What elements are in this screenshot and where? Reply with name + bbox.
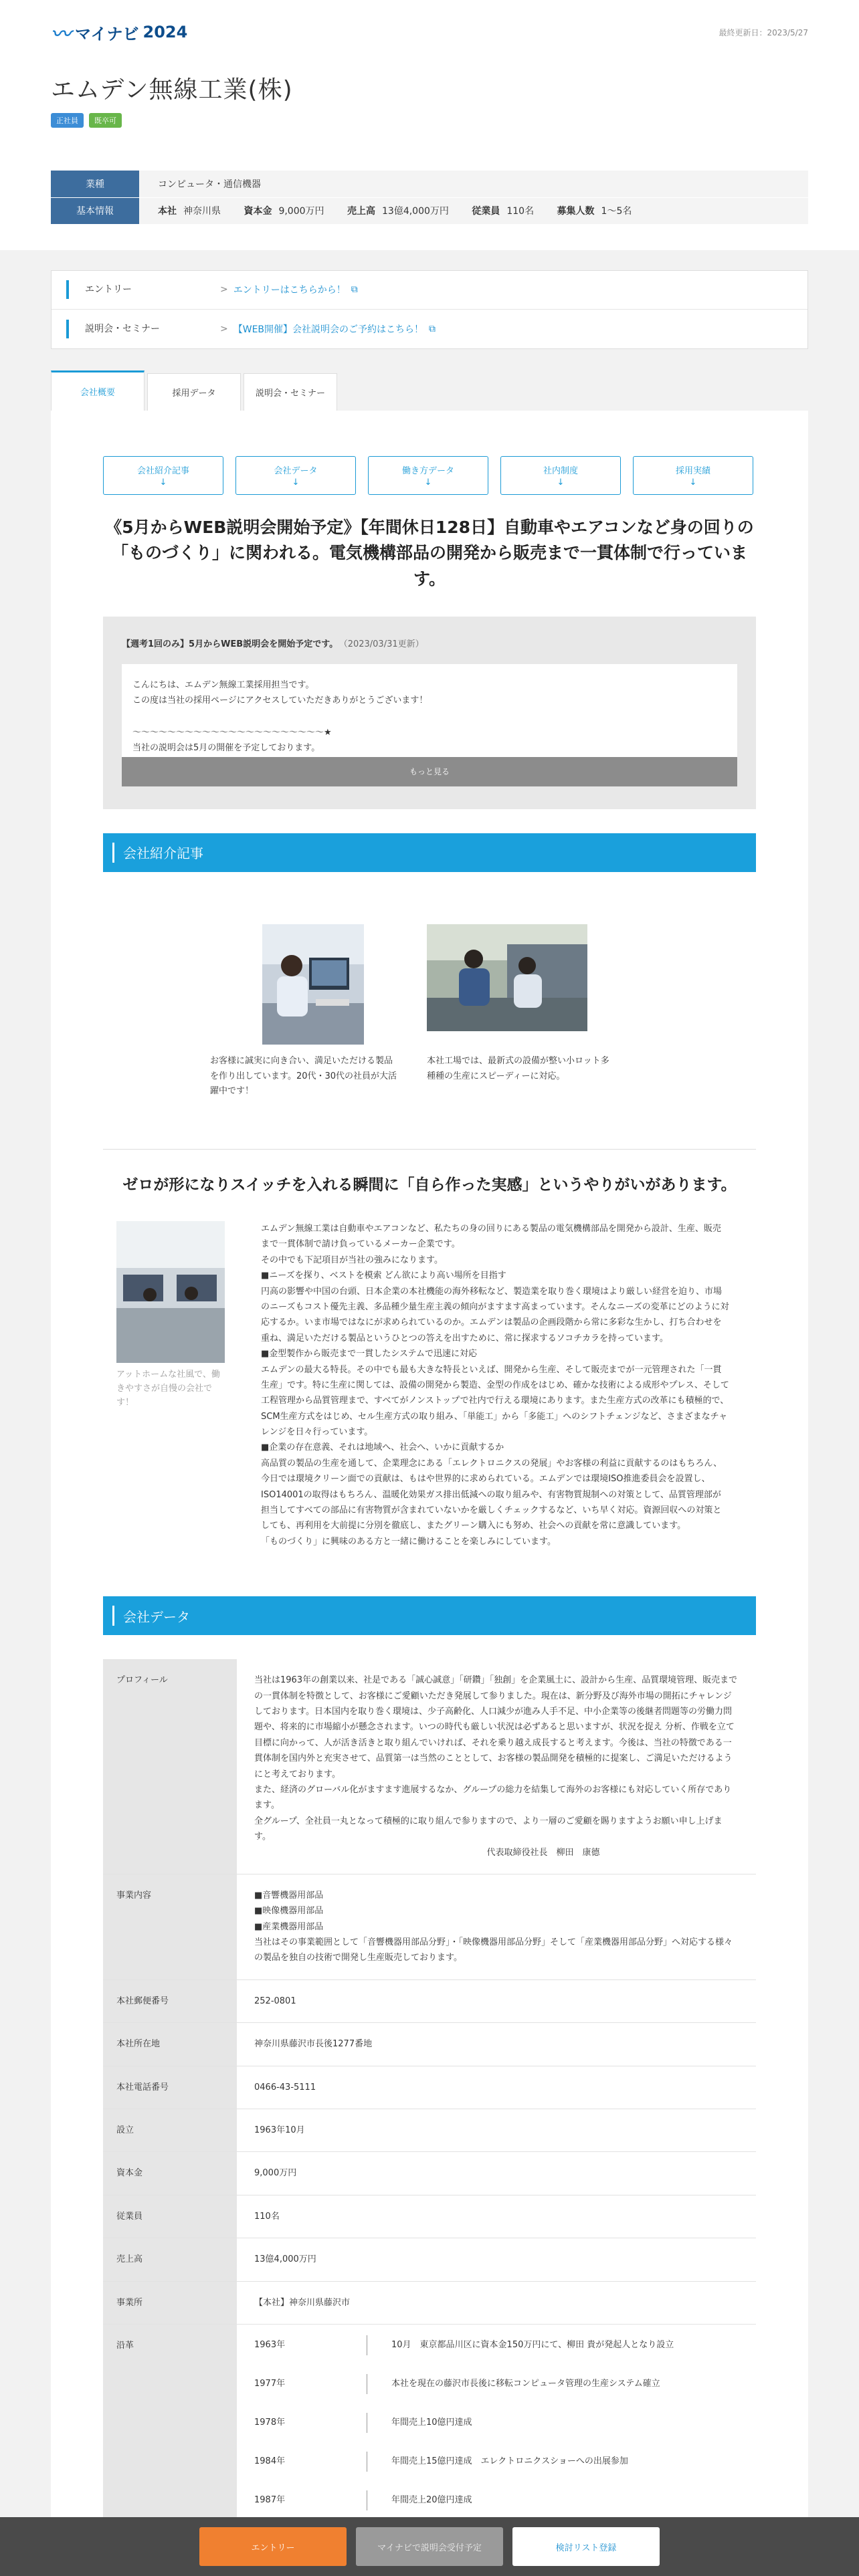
- capital-label: 資本金: [103, 2152, 237, 2195]
- chevron-right-icon: >: [220, 323, 228, 334]
- arrow-down-icon: ↓: [159, 477, 167, 488]
- table-row: [103, 1659, 756, 1874]
- zip-value: 252-0801: [237, 1979, 756, 2022]
- story-body: エムデン無線工業は自動車やエアコンなど、私たちの身の回りにある製品の電気機構部品を開発から設計、生産、販売まで一貫体制で請け負っているメーカー企業です。 その中でも下記項目が当社の強みになります。 ■ニーズを探り、ベストを模索 どん欲により高い場所を目指す 円高の影響や中国の台頭、日本企業の本社機能の海外移転など、製造業を取り巻く環境はより厳しい経営を迫り、市場のニーズもコスト優先主義、多品種少量生産主義の傾向がますます高まっています。そんなニーズの変革にどのように対応するか。いま市場ではなにが求められているのか。エムデンは製品の企画段階から常に多彩な生かし、打ち合わせを重ね、満足いただける製品というひとつの答えを出すために、常に探求するソコチカラを持っています。 ■金型製作から販売まで一貫したシステムで迅速に対応 エムデンの最大る特長。その中でも最も大きな特長といえば、開発から生産、そして販売までが一元管理された「一貫生産」です。特に生産に関しては、設備の開発から製造、金型の作成をはじめ、確かな技術による成形やプレス、そして工程管理から品質管理まで、すべてがノンストップで社内で行える環境にあります。また生産方式の改革にも積極的で、SCM生産方式をはじめ、セル生産方式の取り組み、「単能工」から「多能工」へのシフトチェンジなど、さまざまなチャレンジを日々行っています。 ■企業の存在意義、それは地域へ、社会へ、いかに貢献するか 高品質の製品の生産を通して、企業理念にある「エレクトロニクスの発展」やお客様の利益に貢献するのはもちろん、今日では環境クリーン面での貢献は、もはや世界的に求められている。エムデンでは環境ISO推進委員会を設置し、ISO14001の取得はもちろん、温暖化効果ガス排出低減への取り組みや、有害物質規制への対策として、品質管理部が担当してすべての部品に有害物質が含まれていないかを厳しくチェックするなど、いち早く対応。資源回収への対策としても、再利用を大前提に分別を徹底し、またグリーン購入にも努め、社会への貢献を常に意識しています。 「ものづくり」に興味のある方と一緒に働けることを楽しみにしています。: [261, 1224, 729, 1547]
- table-row: [103, 2195, 756, 2238]
- history-event: 本社を現在の藤沢市長後に移転コンピュータ管理の生産システム確立: [391, 2379, 660, 2389]
- basic-info-label: 基本情報: [51, 197, 139, 224]
- subnav-work-data[interactable]: [368, 456, 488, 495]
- table-row: [103, 2238, 756, 2281]
- entry-link-text: エントリーはこちらから！: [233, 285, 346, 296]
- company-basic-info: [0, 152, 859, 250]
- article-list: [210, 924, 756, 1099]
- subnav-label: 採用実績: [675, 465, 710, 476]
- capital-label: 資本金: [244, 206, 272, 217]
- sticky-action-bar: [0, 2517, 859, 2576]
- last-updated: 最終更新日：2023/5/27: [719, 27, 808, 37]
- logo-name: マイナビ: [75, 24, 139, 43]
- capital-value: 9,000万円: [237, 2152, 756, 2195]
- industry-label: 業種: [51, 171, 139, 197]
- table-row: [103, 2066, 756, 2109]
- tel-value: 0466-43-5111: [237, 2066, 756, 2109]
- article-item: [210, 924, 397, 1099]
- notice-line: こんにちは、エムデン無線工業採用担当です。: [132, 679, 314, 690]
- notice-line: ～～～～～～～～～～～～～～～～～～～～～～★: [132, 727, 332, 738]
- company-story: [103, 1221, 756, 1549]
- seminar-scheduled-button[interactable]: マイナビで説明会受付予定: [356, 2527, 503, 2566]
- history-year: 1963年: [254, 2340, 286, 2351]
- entry-link[interactable]: [220, 283, 358, 296]
- recruit-value: 1～5名: [601, 206, 632, 217]
- notice-title-text: 【週考1回のみ】5月からWEB説明会を開始予定です。: [122, 639, 339, 649]
- employees-label: 従業員: [103, 2195, 237, 2238]
- history-year: 1978年: [254, 2418, 286, 2428]
- zip-label: 本社郵便番号: [103, 1979, 237, 2022]
- hq-value: 神奈川県: [183, 206, 221, 217]
- notice-box: [103, 617, 756, 809]
- company-name: エムデン無線工業(株): [51, 76, 293, 104]
- basic-info-values: [139, 197, 808, 224]
- table-row: [103, 1874, 756, 1979]
- sales-label: 売上高: [347, 206, 375, 217]
- capital-value: 9,000万円: [278, 206, 324, 217]
- table-row: [103, 1979, 756, 2022]
- article-caption: 本社工場では、最新式の設備が整い小ロット多種種の生産にスピーディーに対応。: [427, 1055, 609, 1081]
- seminar-link-text: 【WEB開催】会社説明会のご予約はこちら！: [233, 324, 424, 335]
- external-window-icon: ⧉: [351, 284, 358, 295]
- company-header: [0, 64, 859, 152]
- entry-label: エントリー: [66, 280, 220, 299]
- business-value: ■音響機器用部品 ■映像機器用部品 ■産業機器用部品 当社はその事業範囲として「音響機器用部品分野」・「映像機器用部品分野」そして「産業機器用部品分野」へ対応する様々の製品を独自の技術で開発し生産販売しております。: [237, 1874, 756, 1979]
- notice-line: この度は当社の採用ページにアクセスしていただきありがとうございます！: [132, 695, 428, 706]
- employees-label: 従業員: [472, 206, 500, 217]
- history-year: 1984年: [254, 2456, 286, 2467]
- article-caption: お客様に誠実に向き合い、満足いただける製品を作り出しています。20代・30代の社員が大活躍中です！: [210, 1055, 397, 1097]
- address-value: 神奈川県藤沢市長後1277番地: [237, 2023, 756, 2066]
- profile-label: プロフィール: [103, 1659, 237, 1874]
- history-year: 1977年: [254, 2379, 286, 2389]
- entry-button[interactable]: エントリー: [199, 2527, 347, 2566]
- subnav-system[interactable]: [500, 456, 621, 495]
- history-value: [237, 2324, 756, 2533]
- business-label: 事業内容: [103, 1874, 237, 1979]
- entry-row: [52, 271, 807, 310]
- notice-date: （2023/03/31更新）: [343, 639, 424, 649]
- mynavi-logo[interactable]: [51, 17, 187, 47]
- badge-graduate: 既卒可: [89, 113, 122, 128]
- story-sidebar: [116, 1221, 225, 1549]
- history-item: [254, 2326, 739, 2365]
- history-event: 年間売上10億円達成: [391, 2418, 472, 2428]
- subnav-articles[interactable]: [103, 456, 223, 495]
- tab-seminar[interactable]: 説明会・セミナー: [244, 373, 337, 411]
- sales-value: 13億4,000万円: [382, 206, 449, 217]
- table-row: [103, 2281, 756, 2324]
- table-row: [103, 2109, 756, 2152]
- address-label: 本社所在地: [103, 2023, 237, 2066]
- company-data-table: [103, 1659, 756, 2534]
- offices-label: 事業所: [103, 2281, 237, 2324]
- table-row: [103, 2023, 756, 2066]
- history-event: 年間売上20億円達成: [391, 2495, 472, 2506]
- tel-label: 本社電話番号: [103, 2066, 237, 2109]
- profile-value: [237, 1659, 756, 1874]
- logo-year: 2024: [142, 23, 188, 41]
- table-row: [103, 2152, 756, 2195]
- subnav-hiring-record[interactable]: [633, 456, 753, 495]
- subnav-label: 会社データ: [274, 465, 318, 476]
- offices-value: 【本社】神奈川県藤沢市: [237, 2281, 756, 2324]
- mynavi-mark-icon: 〰: [51, 23, 71, 46]
- industry-value: コンピュータ・通信機器: [139, 171, 808, 197]
- section-subnav: [103, 456, 756, 495]
- subnav-label: 働き方データ: [401, 465, 454, 476]
- section-divider: [103, 1149, 756, 1150]
- founded-label: 設立: [103, 2109, 237, 2152]
- article-item: [427, 924, 614, 1099]
- office-worker-photo: [262, 924, 364, 1045]
- main-content: [51, 411, 808, 2558]
- history-item: [254, 2481, 739, 2520]
- recruit-label: 募集人数: [557, 206, 595, 217]
- section-heading-company-data: 会社データ: [103, 1596, 756, 1635]
- arrow-down-icon: ↓: [689, 477, 697, 488]
- section-heading-articles: 会社紹介記事: [103, 833, 756, 872]
- hq-label: 本社: [158, 206, 177, 217]
- history-event: 年間売上15億円達成 エレクトロニクスショーへの出展参加: [391, 2456, 628, 2467]
- profile-text: 当社は1963年の創業以来、社是である「誠心誠意」「研鑽」「独創」を企業風土に、設計から生産、品質環境管理、販売までの一貫体制を特徴として、お客様にご愛顧いただき発展して参りました。現在は、新分野及び海外市場の開拓にチャレンジしております。日本国内を取り巻く環境は、少子高齢化、人口減少が進み人手不足、中小企業等の後継者問題等の労働力問題や、将来的に市場縮小が懸念されます。いつの時代も厳しい状況は必ずあると思いますが、状況を捉え 分析、作戦を立て目標に向かって、人が活き活きと取り組んでいければ、それを乗り越え成長すると考えます。今後は、当社の特徴である一貫体制を国内外と充実させて、品質第一は当然のこととして、お客様の製品開発を積極的に提案し、ご満足いただけるようにと考えております。 また、経済のグローバル化がますます進展するなか、グループの総力を結集して海外のお客様にも対応していく所存であります。 全グループ、全社員一丸となって積極的に取り組んで参りますので、より一層のご愛顧を賜りますようお願い申し上げます。: [254, 1675, 738, 1842]
- history-item: [254, 2442, 739, 2481]
- story-headline: ゼロが形になりスイッチを入れる瞬間に「自ら作った実感」というやりがいがあります。: [122, 1176, 737, 1194]
- history-item: [254, 2365, 739, 2403]
- chevron-right-icon: >: [220, 284, 228, 295]
- site-header: [0, 0, 859, 64]
- story-photo-caption: アットホームな社風で、働きやすさが自慢の会社です！: [116, 1370, 220, 1408]
- employees-value: 110名: [237, 2195, 756, 2238]
- tab-company-overview[interactable]: 会社概要: [51, 370, 145, 411]
- office-photo: [116, 1221, 225, 1363]
- table-row: [103, 2324, 756, 2533]
- history-label: 沿革: [103, 2324, 237, 2533]
- add-to-list-button[interactable]: 検討リスト登録: [512, 2527, 660, 2566]
- show-more-button[interactable]: もっと見る: [122, 757, 737, 786]
- tab-recruit-data[interactable]: 採用データ: [147, 373, 241, 411]
- arrow-down-icon: ↓: [424, 477, 432, 488]
- history-event: 10月 東京都品川区に資本金150万円にて、柳田 貴が発起人となり設立: [391, 2340, 674, 2351]
- profile-signature: 代表取締役社長 柳田 康德: [486, 1847, 600, 1858]
- founded-value: 1963年10月: [237, 2109, 756, 2152]
- badge-fulltime: 正社員: [51, 113, 84, 128]
- subnav-company-data[interactable]: [235, 456, 356, 495]
- seminar-row: [52, 310, 807, 348]
- seminar-label: 説明会・セミナー: [66, 320, 220, 338]
- external-window-icon: ⧉: [429, 323, 436, 334]
- history-item: [254, 2403, 739, 2442]
- employees-value: 110名: [506, 206, 535, 217]
- arrow-down-icon: ↓: [292, 477, 300, 488]
- badge-list: [51, 113, 808, 128]
- notice-title: [122, 637, 737, 649]
- main-headline: 《5月からWEB説明会開始予定》【年間休日128日】自動車やエアコンなど身の回りの「ものづくり」に関われる。電気機構部品の開発から販売まで一貫体制で行っています。: [105, 517, 754, 588]
- subnav-label: 会社紹介記事: [136, 465, 189, 476]
- subnav-label: 社内制度: [543, 465, 578, 476]
- page-tabs: [51, 370, 808, 411]
- sales-value: 13億4,000万円: [237, 2238, 756, 2281]
- event-links: [51, 270, 808, 349]
- arrow-down-icon: ↓: [557, 477, 565, 488]
- history-year: 1987年: [254, 2495, 286, 2506]
- seminar-link[interactable]: [220, 322, 436, 336]
- notice-line: 当社の説明会は5月の開催を予定しております。: [132, 742, 320, 753]
- sales-label: 売上高: [103, 2238, 237, 2281]
- factory-team-photo: [427, 924, 587, 1045]
